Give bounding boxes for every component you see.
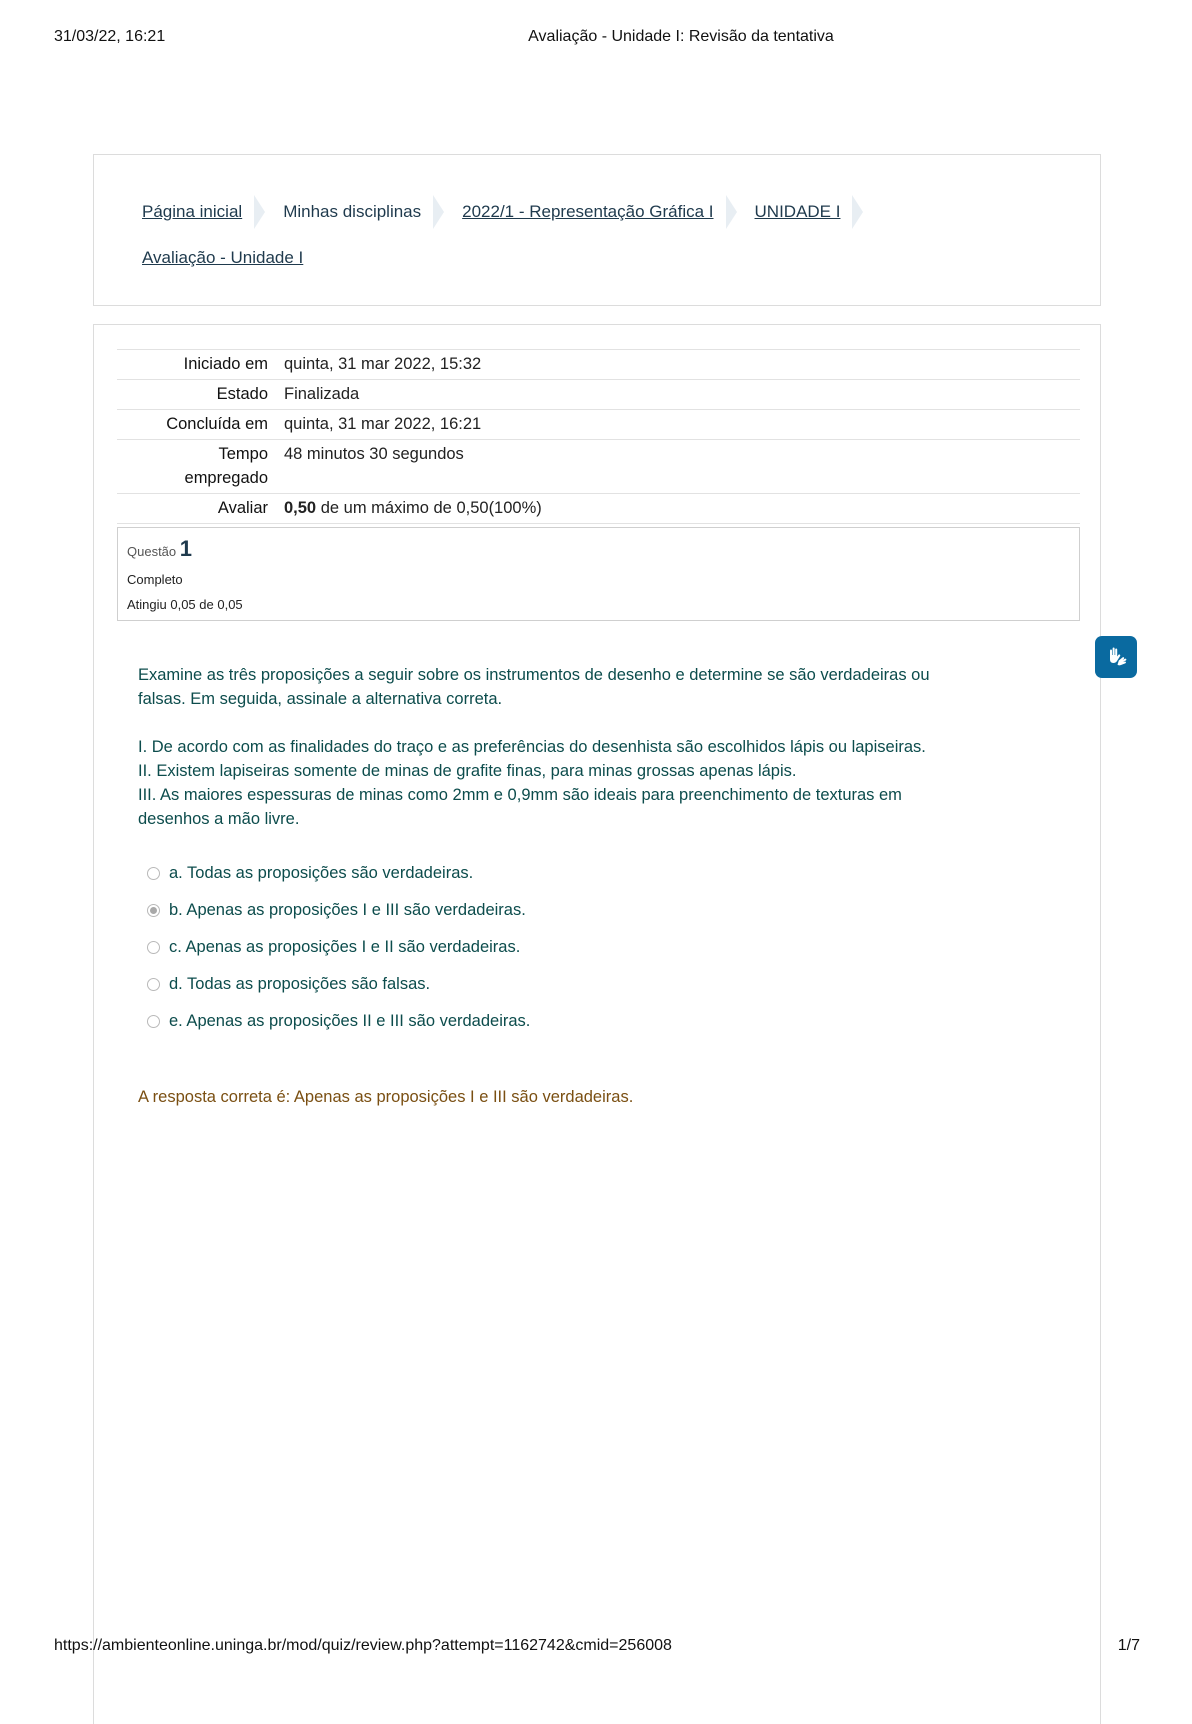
answer-label: c. Apenas as proposições I e II são verdadeiras. — [169, 938, 521, 956]
answer-label: a. Todas as proposições são verdadeiras. — [169, 864, 474, 882]
breadcrumb-separator — [852, 195, 863, 229]
radio-button[interactable] — [147, 867, 160, 880]
summary-label: Concluída em — [166, 415, 268, 433]
correct-answer-feedback: A resposta correta é: Apenas as proposições I e III são verdadeiras. — [138, 1088, 634, 1106]
summary-value: Finalizada — [284, 385, 360, 403]
radio-button[interactable] — [147, 904, 160, 917]
print-page-number: 1/7 — [1117, 1637, 1140, 1654]
answer-option-c[interactable] — [147, 929, 530, 966]
answer-label: b. Apenas as proposições I e III são verdadeiras. — [169, 901, 526, 919]
accessibility-button[interactable] — [1095, 636, 1137, 678]
summary-label-line: Tempo — [218, 445, 268, 463]
question-intro-line: falsas. Em seguida, assinale a alternativa correta. — [138, 690, 503, 708]
radio-button[interactable] — [147, 1015, 160, 1028]
summary-row-state — [117, 380, 1080, 410]
summary-row-completed — [117, 410, 1080, 440]
summary-row-grade — [117, 494, 1080, 524]
summary-row-started — [117, 350, 1080, 380]
answer-label: d. Todas as proposições são falsas. — [169, 975, 431, 993]
proposition-1: I. De acordo com as finalidades do traço e as preferências do desenhista são escolhidos lápis ou lapiseiras. — [138, 738, 926, 756]
radio-button[interactable] — [147, 978, 160, 991]
breadcrumb-unit-link[interactable]: UNIDADE I — [754, 202, 841, 221]
question-intro-line: Examine as três proposições a seguir sobre os instrumentos de desenho e determine se são verdadeiras ou — [138, 666, 930, 684]
proposition-3: III. As maiores espessuras de minas como 2mm e 0,9mm são ideais para preenchimento de texturas em — [138, 786, 902, 804]
proposition-2: II. Existem lapiseiras somente de minas de grafite finas, para minas grossas apenas lápis. — [138, 762, 797, 780]
question-text — [138, 663, 1018, 831]
summary-label — [117, 440, 276, 494]
summary-label: Iniciado em — [183, 355, 268, 373]
breadcrumb-separator — [254, 195, 265, 229]
summary-label: Avaliar — [217, 499, 268, 517]
answer-option-e[interactable] — [147, 1003, 530, 1040]
radio-button[interactable] — [147, 941, 160, 954]
answer-option-b[interactable] — [147, 892, 530, 929]
grade-percent: (100%) — [488, 499, 542, 517]
summary-row-time — [117, 440, 1080, 494]
breadcrumb-separator — [433, 195, 444, 229]
summary-value: 48 minutos 30 segundos — [284, 445, 464, 463]
answer-option-d[interactable] — [147, 966, 530, 1003]
summary-value: quinta, 31 mar 2022, 16:21 — [284, 415, 482, 433]
print-url: https://ambienteonline.uninga.br/mod/quiz/review.php?attempt=1162742&cmid=256008 — [54, 1637, 672, 1654]
answer-option-a[interactable] — [147, 855, 530, 892]
print-title: Avaliação - Unidade I: Revisão da tentativa — [528, 28, 834, 45]
breadcrumb-my-courses: Minhas disciplinas — [283, 202, 422, 221]
attempt-summary-table — [117, 349, 1080, 524]
answer-label: e. Apenas as proposições II e III são verdadeiras. — [169, 1012, 531, 1030]
answer-options — [147, 855, 530, 1040]
question-mark: Atingiu 0,05 de 0,05 — [127, 597, 243, 612]
summary-label-line: empregado — [184, 469, 268, 487]
sign-language-hands-icon — [1103, 644, 1129, 670]
proposition-3-cont: desenhos a mão livre. — [138, 810, 300, 828]
breadcrumb-separator — [726, 195, 737, 229]
grade-max: de um máximo de 0,50 — [320, 499, 489, 517]
summary-value: quinta, 31 mar 2022, 15:32 — [284, 355, 482, 373]
quiz-review-panel — [93, 324, 1101, 1724]
breadcrumb — [93, 154, 1101, 306]
question-info-box — [117, 527, 1080, 621]
breadcrumb-home-link[interactable]: Página inicial — [142, 202, 243, 221]
question-number: 1 — [179, 536, 193, 561]
grade-score: 0,50 — [284, 499, 317, 517]
breadcrumb-quiz-link[interactable]: Avaliação - Unidade I — [142, 248, 304, 267]
breadcrumb-course-link[interactable]: 2022/1 - Representação Gráfica I — [462, 202, 714, 221]
summary-label: Estado — [216, 385, 268, 403]
question-status: Completo — [127, 572, 183, 587]
summary-value — [276, 494, 1080, 524]
question-label: Questão — [127, 544, 177, 559]
print-datetime: 31/03/22, 16:21 — [54, 28, 166, 45]
